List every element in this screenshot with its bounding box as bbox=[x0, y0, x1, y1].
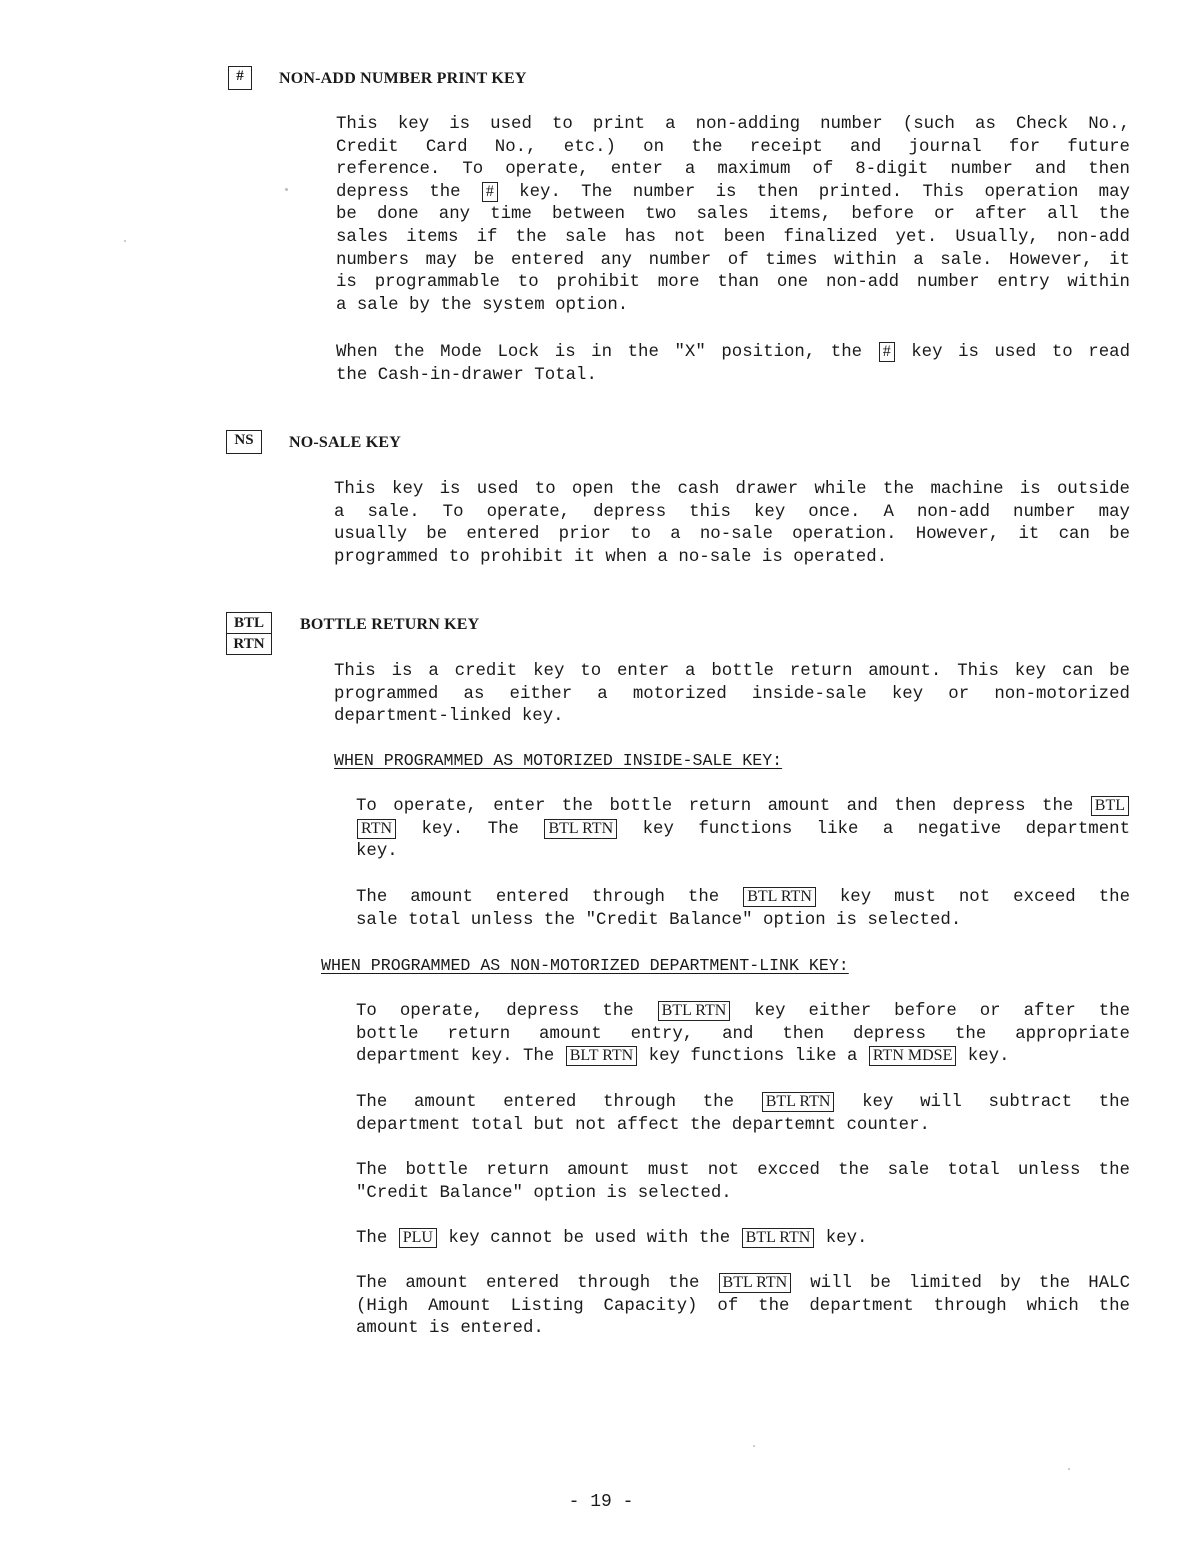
text-fragment: key is used to read bbox=[911, 343, 1131, 362]
non-add-paragraph-2 bbox=[336, 342, 1130, 387]
key-label-bottom: RTN bbox=[227, 633, 271, 654]
non-motorized-paragraph-3 bbox=[356, 1160, 1130, 1205]
text-line: department-linked key. bbox=[334, 707, 564, 727]
non-add-paragraph-1 bbox=[336, 114, 1130, 317]
page-number: - 19 - bbox=[568, 1492, 634, 1512]
text-line: programmed to prohibit it when a no-sale is operated. bbox=[334, 547, 888, 567]
blt-rtn-key-icon: BLT RTN bbox=[566, 1046, 638, 1066]
text-line-with-key bbox=[356, 1273, 1130, 1296]
text-line-with-key bbox=[356, 796, 1130, 819]
bottle-return-key-icon bbox=[226, 612, 272, 655]
text-fragment: key either before or after the bbox=[754, 1002, 1131, 1021]
text-fragment: key. bbox=[825, 1229, 868, 1248]
no-sale-key-label: NS bbox=[234, 432, 254, 448]
text-line-with-key bbox=[356, 1092, 1130, 1115]
no-sale-key-icon bbox=[226, 430, 262, 454]
bottle-return-heading: BOTTLE RETURN KEY bbox=[300, 616, 480, 633]
btl-rtn-key-icon: BTL RTN bbox=[658, 1001, 731, 1021]
text-line: Credit Card No., etc.) on the receipt and journal for future bbox=[336, 137, 1130, 157]
text-line-with-key bbox=[356, 819, 1130, 842]
text-line: sale total unless the "Credit Balance" option is selected. bbox=[356, 910, 962, 930]
scan-speck bbox=[753, 1445, 755, 1447]
text-line-with-key bbox=[336, 342, 1130, 365]
text-line: This key is used to print a non-adding number (such as Check No., bbox=[336, 115, 1130, 134]
non-add-key-label: # bbox=[236, 68, 244, 84]
plu-key-icon: PLU bbox=[399, 1228, 437, 1248]
non-motorized-paragraph-4 bbox=[356, 1228, 1130, 1251]
key-label-top: BTL bbox=[233, 615, 264, 631]
btl-rtn-key-icon: BTL RTN bbox=[544, 819, 617, 839]
text-line-with-key bbox=[356, 1046, 1130, 1069]
text-line: a sale by the system option. bbox=[336, 295, 629, 315]
text-line: a sale. To operate, depress this key once. A non-add number may bbox=[334, 502, 1130, 522]
text-line: amount is entered. bbox=[356, 1319, 544, 1339]
text-line: programmed as either a motorized inside-sale key or non-motorized bbox=[334, 684, 1130, 704]
text-fragment: key. The bbox=[421, 819, 519, 839]
text-line: The bottle return amount must not excced the sale total unless the bbox=[356, 1161, 1130, 1180]
text-line-with-key bbox=[356, 1228, 1130, 1251]
text-fragment: key cannot be used with the bbox=[448, 1229, 731, 1248]
text-fragment: will be limited by the HALC bbox=[810, 1274, 1131, 1293]
text-fragment: The amount entered through the bbox=[356, 1093, 735, 1112]
scan-speck bbox=[124, 240, 126, 242]
non-add-key-icon bbox=[228, 66, 252, 90]
text-line: usually be entered prior to a no-sale operation. However, it can be bbox=[334, 525, 1130, 545]
text-fragment: depress the bbox=[336, 182, 461, 202]
btl-key-icon: BTL bbox=[1091, 796, 1129, 816]
text-line: (High Amount Listing Capacity) of the department through which the bbox=[356, 1296, 1130, 1316]
text-line: department total but not affect the departemnt counter. bbox=[356, 1115, 930, 1135]
text-fragment: To operate, depress the bbox=[356, 1002, 634, 1021]
text-line: numbers may be entered any number of times within a sale. However, it bbox=[336, 250, 1130, 270]
text-line-with-key bbox=[356, 887, 1130, 910]
text-fragment: The amount entered through the bbox=[356, 1274, 700, 1293]
text-fragment: When the Mode Lock is in the "X" position, the bbox=[336, 343, 863, 362]
text-fragment: To operate, enter the bottle return amount and then depress the bbox=[356, 797, 1074, 816]
text-line: reference. To operate, enter a maximum of 8-digit number and then bbox=[336, 160, 1130, 180]
text-fragment: key. The number is then printed. This operation may bbox=[519, 182, 1130, 202]
text-fragment: The amount entered through the bbox=[356, 888, 720, 907]
text-line: "Credit Balance" option is selected. bbox=[356, 1183, 732, 1203]
text-fragment: key will subtract the bbox=[862, 1093, 1130, 1112]
text-line: is programmable to prohibit more than one non-add number entry within bbox=[336, 273, 1130, 293]
text-fragment: department key. The bbox=[356, 1047, 555, 1067]
text-line-with-key bbox=[356, 1001, 1130, 1024]
no-sale-heading: NO-SALE KEY bbox=[289, 434, 401, 451]
text-fragment: key functions like a bbox=[648, 1047, 858, 1067]
non-motorized-subheading: WHEN PROGRAMMED AS NON-MOTORIZED DEPARTMENT-LINK KEY: bbox=[321, 956, 849, 975]
hash-key-icon: # bbox=[482, 182, 498, 202]
non-motorized-paragraph-2 bbox=[356, 1092, 1130, 1137]
text-fragment: key. bbox=[967, 1047, 1010, 1067]
rtn-mdse-key-icon: RTN MDSE bbox=[869, 1046, 957, 1066]
text-line-with-key bbox=[336, 182, 1130, 205]
non-add-heading: NON-ADD NUMBER PRINT KEY bbox=[279, 70, 527, 87]
motorized-paragraph-2 bbox=[356, 887, 1130, 932]
text-line: This key is used to open the cash drawer while the machine is outside bbox=[334, 480, 1130, 499]
text-fragment: The bbox=[356, 1229, 388, 1248]
text-fragment: key functions like a negative department bbox=[642, 819, 1131, 839]
text-line: This is a credit key to enter a bottle return amount. This key can be bbox=[334, 662, 1130, 681]
text-fragment: key must not exceed the bbox=[839, 888, 1131, 907]
text-line: sales items if the sale has not been finalized yet. Usually, non-add bbox=[336, 227, 1130, 247]
btl-rtn-key-icon: BTL RTN bbox=[762, 1092, 835, 1112]
text-line: bottle return amount entry, and then depress the appropriate bbox=[356, 1024, 1130, 1044]
scan-speck bbox=[1068, 1468, 1070, 1470]
btl-rtn-key-icon: BTL RTN bbox=[742, 1228, 815, 1248]
non-motorized-paragraph-5 bbox=[356, 1273, 1130, 1341]
motorized-paragraph-1 bbox=[356, 796, 1130, 864]
text-line: the Cash-in-drawer Total. bbox=[336, 365, 597, 385]
text-line: be done any time between two sales items, before or after all the bbox=[336, 205, 1130, 225]
rtn-key-icon: RTN bbox=[357, 819, 396, 839]
hash-key-icon: # bbox=[879, 342, 895, 362]
no-sale-paragraph bbox=[334, 479, 1130, 569]
motorized-subheading: WHEN PROGRAMMED AS MOTORIZED INSIDE-SALE KEY: bbox=[334, 751, 783, 770]
text-line: key. bbox=[356, 842, 398, 862]
non-motorized-paragraph-1 bbox=[356, 1001, 1130, 1069]
bottle-return-intro bbox=[334, 661, 1130, 729]
scan-speck bbox=[285, 188, 288, 191]
btl-rtn-key-icon: BTL RTN bbox=[743, 887, 816, 907]
btl-rtn-key-icon: BTL RTN bbox=[719, 1273, 792, 1293]
